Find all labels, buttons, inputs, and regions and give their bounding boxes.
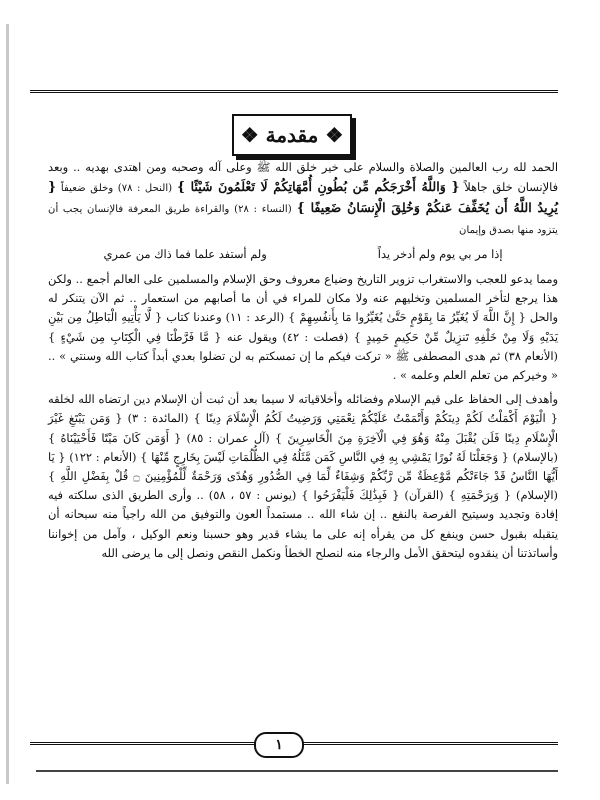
ref-nisa: (النساء : ٢٨) والقراءة طريق المعرفة فالإنسان يجب أن يتزود منها بصدق وإيمان	[48, 204, 558, 236]
paragraph-second: ومما يدعو للعجب والاستغراب تزوير التاريخ وضياع معروف وحق الإسلام والمسلمين على العالم أجمع .. ولكن هذا يرجع لتأخر المسلمين وتخليهم عنه ولا مكان للمراء في أن ما أصابهم من استعمار .. ثم الآن يتنكر له والحل { إِنَّ اللَّهَ لَا يُغَيِّرُ مَا بِقَوْمٍ حَتَّىٰ يُغَيِّرُوا مَا بِأَنفُسِهِمْ } (الرعد : ١١) وعندنا كتاب { لَّا يَأْتِيهِ الْبَاطِلُ مِن بَيْنِ يَدَيْهِ وَلَا مِنْ خَلْفِهِ تَنزِيلٌ مِّنْ حَكِيمٍ حَمِيدٍ } (فصلت : ٤٢) ويقول عنه { مَّا فَرَّطْنَا فِي الْكِتَابِ مِن شَيْءٍ } (الأنعام ٣٨) ثم هدى المصطفى ﷺ « تركت فيكم ما إن تمسكتم به لن تضلوا بعدي أبداً كتاب الله وسنتي » .. « وخيركم من تعلم العلم وعلمه » .	[48, 272, 558, 383]
verse-nisa: { يُرِيدُ اللَّهُ أَن يُخَفِّفَ عَنكُمْ وَخُلِقَ الْإِنسَانُ ضَعِيفًا }	[48, 179, 559, 216]
poem-line	[48, 245, 558, 264]
paragraph-intro	[48, 158, 558, 240]
page-number: ١	[254, 732, 304, 758]
verse-nahl: { وَاللَّهُ أَخْرَجَكُم مِّن بُطُونِ أُمَّهَاتِكُمْ لَا تَعْلَمُونَ شَيْئًا }	[176, 179, 460, 195]
ref-nahl: (النحل : ٧٨) وخلق ضعيفاً	[60, 183, 173, 195]
poem-right-hemistich: إذا مر بي يوم ولم أدخر يداً	[377, 246, 503, 261]
body-text	[48, 158, 558, 568]
top-double-rule	[30, 90, 558, 93]
intro-text: الحمد لله رب العالمين والصلاة والسلام على خير خلق الله ﷺ وعلى آله وصحبه ومن اهتدى بهديه .. وبعد فالإنسان خلق جاهلاً	[48, 160, 559, 195]
poem-left-hemistich: ولم أستفد علما فما ذاك من عمري	[103, 246, 267, 261]
page-edge-shadow	[6, 24, 9, 784]
paragraph-third: وأهدف إلى الحفاظ على قيم الإسلام وفضائله وأخلاقياته لا سيما بعد أن ثبت أن الإسلام دين ارتضاه الله لخلقه { الْيَوْمَ أَكْمَلْتُ لَكُمْ دِينَكُمْ وَأَتْمَمْتُ عَلَيْكُمْ نِعْمَتِي وَرَضِيتُ لَكُمُ الْإِسْلَامَ دِينًا } (المائدة : ٣) { وَمَن يَبْتَغِ غَيْرَ الْإِسْلَامِ دِينًا فَلَن يُقْبَلَ مِنْهُ وَهُوَ فِي الْآخِرَةِ مِنَ الْخَاسِرِينَ } (آل عمران : ٨٥) { أَوَمَن كَانَ مَيْتًا فَأَحْيَيْنَاهُ } (بالإسلام) { وَجَعَلْنَا لَهُ نُورًا يَمْشِي بِهِ فِي النَّاسِ كَمَن مَّثَلُهُ فِي الظُّلُمَاتِ لَيْسَ بِخَارِجٍ مِّنْهَا } (الأنعام : ١٢٢) { يَا أَيُّهَا النَّاسُ قَدْ جَاءَتْكُم مَّوْعِظَةٌ مِّن رَّبِّكُمْ وَشِفَاءٌ لِّمَا فِي الصُّدُورِ وَهُدًى وَرَحْمَةٌ لِّلْمُؤْمِنِينَ ۝ قُلْ بِفَضْلِ اللَّهِ } (الإسلام) { وَبِرَحْمَتِهِ } (القرآن) { فَبِذَٰلِكَ فَلْيَفْرَحُوا } (يونس : ٥٧ ، ٥٨) .. وأرى الطريق الذى سلكته فيه إفادة وتجديد وسيتيح الفرصة بالنفع .. إن شاء الله .. مستمداً العون والتوفيق من الله راجياً منه سبحانه أن يتقبله بقبول حسن وينفع كل من يقرأه إنه على ما يشاء قدير وهو حسبنا ونعم الوكيل ، وآمل من إخواننا وأساتذتنا أن ينقدوه ليتحقق الأمل والرجاء منه لنصلح الخطأ ونكمل النقص ونصل إلى ما يرضى الله	[48, 392, 558, 560]
title-box	[232, 114, 352, 156]
bottom-bar	[36, 770, 558, 772]
page-title: ❖ مقدمة ❖	[240, 123, 344, 147]
